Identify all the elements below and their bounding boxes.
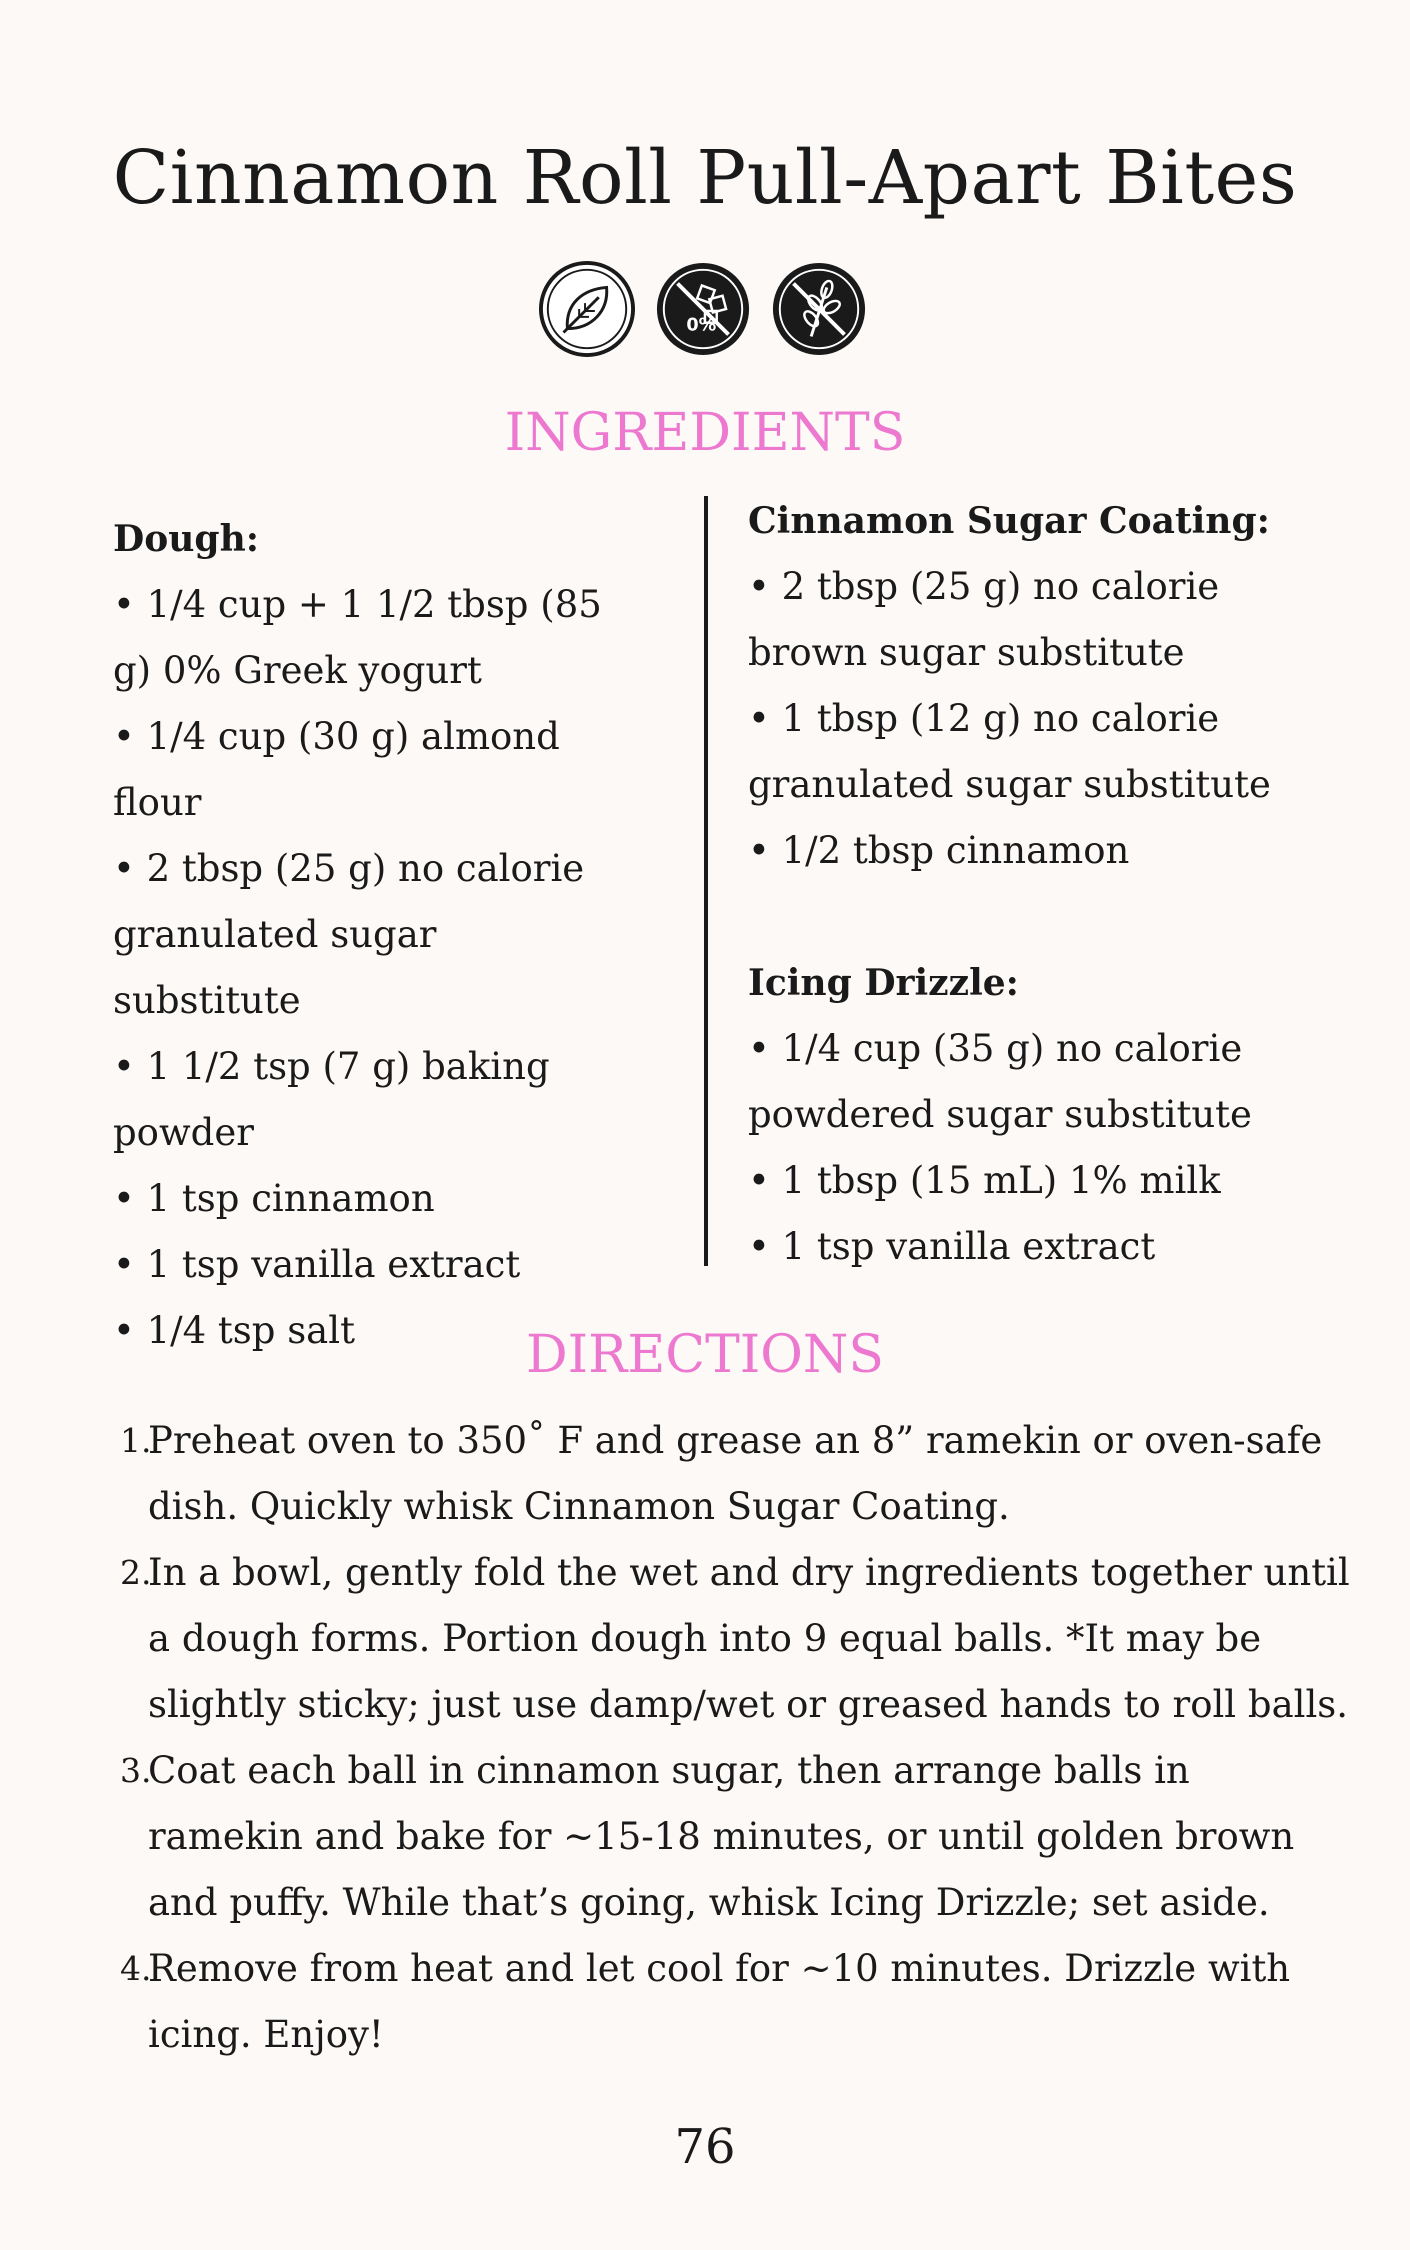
list-item: • 2 tbsp (25 g) no calorie brown sugar substitute (748, 565, 1220, 674)
coating-heading: Cinnamon Sugar Coating: (748, 500, 1270, 542)
dietary-badges (538, 260, 872, 360)
list-item: • 1/4 tsp salt (113, 1309, 355, 1352)
dough-list (113, 572, 633, 1364)
gluten-free-icon (770, 260, 868, 358)
step-number: 2. (120, 1553, 152, 1592)
directions-list (110, 1408, 1350, 2068)
section-spacer (748, 884, 1348, 950)
leaf-icon (538, 260, 636, 358)
direction-step (110, 1540, 1350, 1738)
direction-step (110, 1408, 1350, 1540)
toppings-section (748, 488, 1348, 1280)
step-number: 1. (120, 1421, 152, 1460)
icing-heading: Icing Drizzle: (748, 962, 1019, 1004)
dough-section (113, 506, 633, 1364)
list-item: • 1/2 tbsp cinnamon (748, 829, 1130, 872)
step-text: Coat each ball in cinnamon sugar, then arrange balls in ramekin and bake for ~15-18 minutes, or until golden brown and puffy. While that’s going, whisk Icing Drizzle; set aside. (148, 1749, 1295, 1924)
step-text: In a bowl, gently fold the wet and dry ingredients together until a dough forms. Portion dough into 9 equal balls. *It may be slightly sticky; just use damp/wet or greased hands to roll balls. (148, 1551, 1350, 1726)
step-text: Remove from heat and let cool for ~10 minutes. Drizzle with icing. Enjoy! (148, 1947, 1291, 2056)
direction-step (110, 1936, 1350, 2068)
directions-heading: DIRECTIONS (525, 1325, 885, 1385)
zero-percent-label: 0% (686, 315, 717, 336)
list-item: • 1 tbsp (15 mL) 1% milk (748, 1159, 1221, 1202)
icing-list (748, 1016, 1348, 1280)
list-item: • 1/4 cup (35 g) no calorie powdered sugar substitute (748, 1027, 1252, 1136)
list-item: • 1/4 cup + 1 1/2 tbsp (85 g) 0% Greek yogurt (113, 583, 602, 692)
list-item: • 1 tsp vanilla extract (113, 1243, 521, 1286)
list-item: • 1/4 cup (30 g) almond flour (113, 715, 560, 824)
direction-step (110, 1738, 1350, 1936)
step-number: 3. (120, 1751, 152, 1790)
dough-heading: Dough: (113, 518, 260, 560)
list-item: • 2 tbsp (25 g) no calorie granulated sugar substitute (113, 847, 585, 1022)
list-item: • 1 1/2 tsp (7 g) baking powder (113, 1045, 550, 1154)
coating-list (748, 554, 1348, 884)
list-item: • 1 tsp vanilla extract (748, 1225, 1156, 1268)
list-item: • 1 tbsp (12 g) no calorie granulated sugar substitute (748, 697, 1271, 806)
list-item: • 1 tsp cinnamon (113, 1177, 435, 1220)
page-number: 76 (674, 2119, 736, 2175)
zero-sugar-icon (654, 260, 752, 358)
step-text: Preheat oven to 350˚ F and grease an 8” ramekin or oven-safe dish. Quickly whisk Cinnamon Sugar Coating. (148, 1419, 1323, 1528)
step-number: 4. (120, 1949, 152, 1988)
recipe-title: Cinnamon Roll Pull-Apart Bites (112, 135, 1298, 221)
ingredients-heading: INGREDIENTS (504, 403, 906, 463)
column-divider (704, 496, 708, 1266)
